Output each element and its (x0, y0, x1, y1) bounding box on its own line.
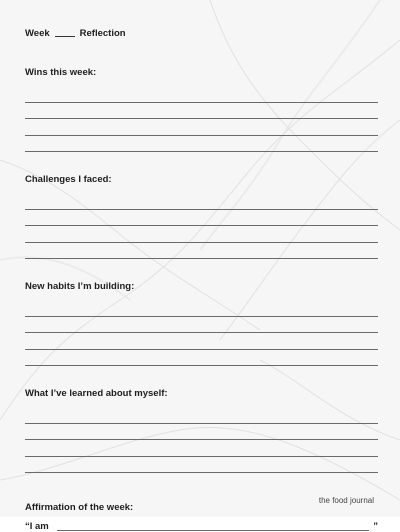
writing-line[interactable] (25, 103, 378, 120)
section-challenges (25, 174, 378, 259)
section-affirmation (25, 502, 378, 532)
section-learned (25, 388, 378, 473)
writing-line[interactable] (25, 226, 378, 243)
writing-lines (25, 300, 378, 366)
writing-line[interactable] (25, 193, 378, 210)
writing-line[interactable] (25, 457, 378, 474)
section-title: New habits I’m building: (25, 281, 135, 292)
writing-line[interactable] (25, 333, 378, 350)
section-wins (25, 67, 378, 152)
affirmation-blank[interactable] (57, 530, 369, 531)
journal-content (25, 27, 378, 532)
section-new-habits (25, 281, 378, 366)
week-label: Week (25, 28, 50, 39)
section-title: Challenges I faced: (25, 174, 112, 185)
writing-line[interactable] (25, 424, 378, 441)
writing-line[interactable] (25, 86, 378, 103)
writing-lines (25, 193, 378, 259)
writing-lines (25, 407, 378, 473)
page-header (25, 27, 378, 39)
section-title: Wins this week: (25, 67, 97, 78)
footer-brand: the food journal (318, 496, 374, 505)
affirmation-prefix: “I am (25, 521, 49, 532)
writing-line[interactable] (25, 210, 378, 227)
affirmation-row (25, 520, 378, 532)
affirmation-suffix: ” (373, 521, 378, 532)
affirmation-title: Affirmation of the week: (25, 502, 134, 513)
writing-line[interactable] (25, 350, 378, 367)
writing-line[interactable] (25, 243, 378, 260)
writing-line[interactable] (25, 119, 378, 136)
writing-line[interactable] (25, 300, 378, 317)
writing-line[interactable] (25, 407, 378, 424)
writing-line[interactable] (25, 317, 378, 334)
writing-line[interactable] (25, 136, 378, 153)
writing-lines (25, 86, 378, 152)
section-title: What I’ve learned about myself: (25, 388, 168, 399)
week-number-blank[interactable] (55, 36, 75, 37)
reflection-label: Reflection (79, 28, 126, 39)
writing-line[interactable] (25, 440, 378, 457)
